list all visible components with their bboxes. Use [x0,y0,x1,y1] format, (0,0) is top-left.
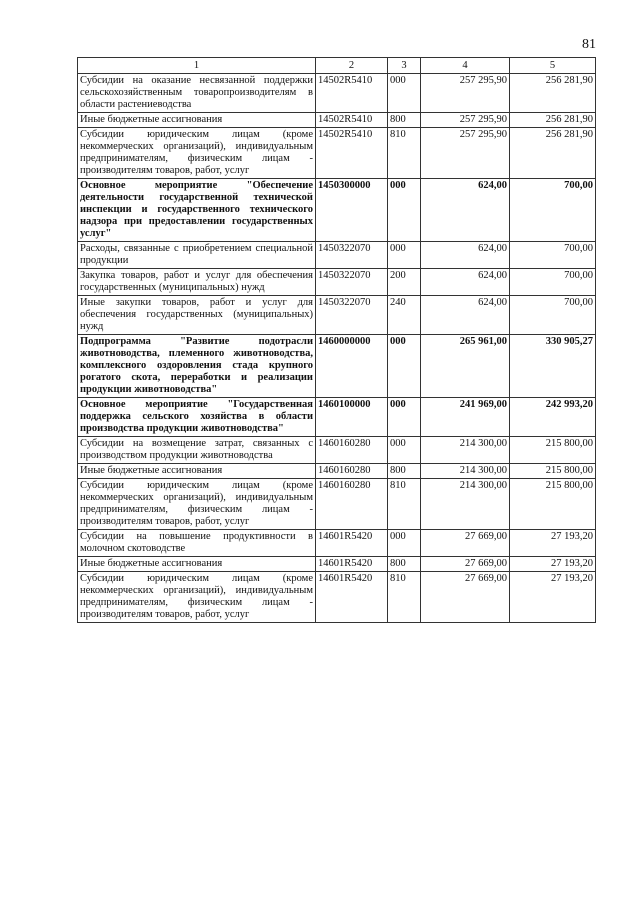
column-header: 1 [78,58,316,74]
row-code-cell: 1460100000 [316,398,388,437]
row-value-year2-cell: 242 993,20 [510,398,596,437]
row-kind-cell: 000 [388,437,421,464]
row-value-year1-cell: 257 295,90 [421,74,510,113]
column-header: 5 [510,58,596,74]
row-name-cell: Закупка товаров, работ и услуг для обеспечения государственных (муниципальных) нужд [78,269,316,296]
table-row [78,530,596,557]
row-value-year1-cell: 241 969,00 [421,398,510,437]
row-kind-cell: 000 [388,530,421,557]
row-kind-cell: 240 [388,296,421,335]
row-value-year2-cell: 256 281,90 [510,74,596,113]
row-code-cell: 1450322070 [316,269,388,296]
row-name-cell: Субсидии юридическим лицам (кроме некоммерческих организаций), индивидуальным предпринимателям, физическим лицам - производителям товаров, работ, услуг [78,128,316,179]
table-row [78,179,596,242]
row-value-year1-cell: 257 295,90 [421,128,510,179]
row-name-cell: Субсидии на повышение продуктивности в молочном скотоводстве [78,530,316,557]
row-code-cell: 1450322070 [316,242,388,269]
column-header: 4 [421,58,510,74]
row-value-year2-cell: 700,00 [510,296,596,335]
table-row [78,479,596,530]
page-number: 81 [582,37,596,52]
row-value-year1-cell: 257 295,90 [421,113,510,128]
table-row [78,335,596,398]
row-value-year2-cell: 215 800,00 [510,479,596,530]
row-value-year1-cell: 27 669,00 [421,572,510,623]
row-name-cell: Субсидии на оказание несвязанной поддержки сельскохозяйственным товаропроизводителям в области растениеводства [78,74,316,113]
column-header: 3 [388,58,421,74]
row-value-year2-cell: 256 281,90 [510,128,596,179]
table-header-row [78,58,596,74]
budget-table [77,57,596,623]
row-value-year1-cell: 214 300,00 [421,464,510,479]
row-code-cell: 14502R5410 [316,74,388,113]
row-code-cell: 14502R5410 [316,113,388,128]
row-value-year2-cell: 700,00 [510,179,596,242]
row-kind-cell: 810 [388,479,421,530]
row-code-cell: 1460000000 [316,335,388,398]
row-value-year1-cell: 27 669,00 [421,530,510,557]
row-value-year1-cell: 214 300,00 [421,437,510,464]
row-value-year1-cell: 265 961,00 [421,335,510,398]
row-value-year2-cell: 256 281,90 [510,113,596,128]
row-code-cell: 14502R5410 [316,128,388,179]
table-body [78,74,596,623]
row-kind-cell: 200 [388,269,421,296]
row-name-cell: Субсидии юридическим лицам (кроме некоммерческих организаций), индивидуальным предпринимателям, физическим лицам - производителям товаров, работ, услуг [78,572,316,623]
table-row [78,269,596,296]
row-value-year2-cell: 330 905,27 [510,335,596,398]
row-code-cell: 14601R5420 [316,572,388,623]
row-value-year2-cell: 27 193,20 [510,557,596,572]
row-kind-cell: 800 [388,557,421,572]
row-kind-cell: 800 [388,464,421,479]
table-row [78,398,596,437]
row-kind-cell: 000 [388,242,421,269]
row-code-cell: 1460160280 [316,437,388,464]
table-row [78,242,596,269]
row-code-cell: 1450322070 [316,296,388,335]
row-value-year1-cell: 624,00 [421,242,510,269]
table-row [78,296,596,335]
row-value-year1-cell: 624,00 [421,179,510,242]
row-name-cell: Основное мероприятие "Обеспечение деятельности государственной технической инспекции и государственного технического надзора при предоставлении государственных услуг" [78,179,316,242]
row-kind-cell: 000 [388,398,421,437]
row-value-year2-cell: 27 193,20 [510,530,596,557]
table-row [78,464,596,479]
row-value-year2-cell: 215 800,00 [510,437,596,464]
row-value-year2-cell: 215 800,00 [510,464,596,479]
row-value-year1-cell: 624,00 [421,296,510,335]
row-name-cell: Иные бюджетные ассигнования [78,464,316,479]
table-row [78,128,596,179]
row-kind-cell: 000 [388,74,421,113]
row-name-cell: Иные закупки товаров, работ и услуг для обеспечения государственных (муниципальных) нужд [78,296,316,335]
table-row [78,572,596,623]
row-name-cell: Иные бюджетные ассигнования [78,113,316,128]
row-code-cell: 1460160280 [316,464,388,479]
row-name-cell: Иные бюджетные ассигнования [78,557,316,572]
row-code-cell: 14601R5420 [316,530,388,557]
row-name-cell: Субсидии юридическим лицам (кроме некоммерческих организаций), индивидуальным предпринимателям, физическим лицам - производителям товаров, работ, услуг [78,479,316,530]
row-value-year2-cell: 27 193,20 [510,572,596,623]
row-kind-cell: 810 [388,128,421,179]
table-row [78,74,596,113]
row-name-cell: Субсидии на возмещение затрат, связанных с производством продукции животноводства [78,437,316,464]
row-value-year1-cell: 624,00 [421,269,510,296]
row-code-cell: 1460160280 [316,479,388,530]
row-kind-cell: 810 [388,572,421,623]
table-row [78,437,596,464]
table-row [78,113,596,128]
row-code-cell: 14601R5420 [316,557,388,572]
row-code-cell: 1450300000 [316,179,388,242]
row-name-cell: Основное мероприятие "Государственная поддержка сельского хозяйства в области производства продукции животноводства" [78,398,316,437]
row-value-year1-cell: 214 300,00 [421,479,510,530]
row-value-year2-cell: 700,00 [510,269,596,296]
row-kind-cell: 800 [388,113,421,128]
row-name-cell: Подпрограмма "Развитие подотрасли животноводства, племенного животноводства, комплексного оздоровления стада крупного рогатого скота, переработки и реализации продукции животноводства" [78,335,316,398]
row-name-cell: Расходы, связанные с приобретением специальной продукции [78,242,316,269]
table-row [78,557,596,572]
column-header: 2 [316,58,388,74]
row-kind-cell: 000 [388,335,421,398]
row-value-year2-cell: 700,00 [510,242,596,269]
row-kind-cell: 000 [388,179,421,242]
row-value-year1-cell: 27 669,00 [421,557,510,572]
